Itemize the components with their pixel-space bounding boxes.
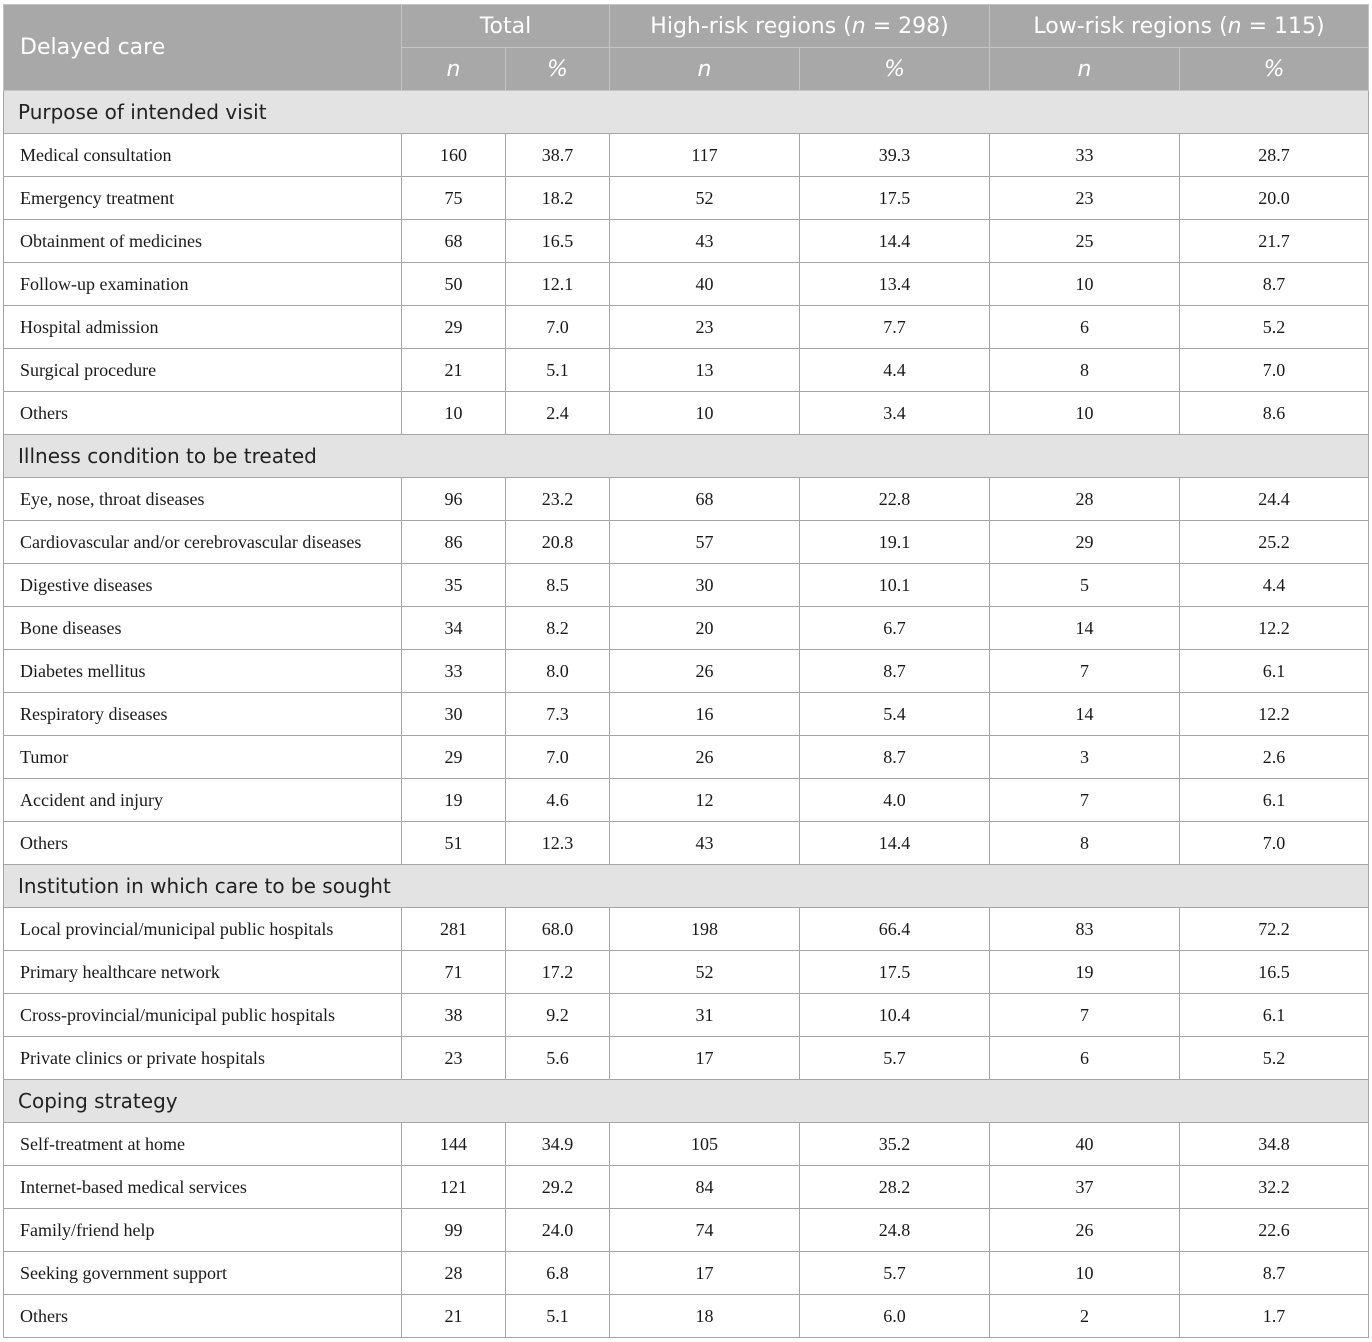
table-cell: 26 — [990, 1209, 1180, 1252]
table-cell: 12.1 — [506, 263, 610, 306]
table-row — [4, 1295, 1369, 1338]
table-row — [4, 521, 1369, 564]
table-cell: 7 — [990, 994, 1180, 1037]
table-row — [4, 1209, 1369, 1252]
table-cell: 1.7 — [1180, 1295, 1369, 1338]
table-cell: 51 — [402, 822, 506, 865]
table-row — [4, 349, 1369, 392]
table-cell: 8.7 — [1180, 1252, 1369, 1295]
section-header — [4, 865, 1369, 908]
table-cell: 23 — [990, 177, 1180, 220]
table-cell: 2.4 — [506, 392, 610, 435]
table-cell: 17.5 — [800, 951, 990, 994]
table-row — [4, 779, 1369, 822]
table-cell: 5.2 — [1180, 1037, 1369, 1080]
row-label: Self-treatment at home — [4, 1123, 402, 1166]
table-cell: 86 — [402, 521, 506, 564]
table-cell: 6.0 — [800, 1295, 990, 1338]
table-cell: 25.2 — [1180, 521, 1369, 564]
row-label: Cardiovascular and/or cerebrovascular diseases — [4, 521, 402, 564]
section-header — [4, 435, 1369, 478]
table-cell: 8.7 — [800, 736, 990, 779]
table-cell: 7 — [990, 779, 1180, 822]
table-row — [4, 1037, 1369, 1080]
table-cell: 84 — [610, 1166, 800, 1209]
table-cell: 16 — [610, 693, 800, 736]
table-cell: 9.2 — [506, 994, 610, 1037]
table-cell: 6.7 — [800, 607, 990, 650]
table-cell: 29 — [990, 521, 1180, 564]
table-cell: 40 — [990, 1123, 1180, 1166]
table-cell: 105 — [610, 1123, 800, 1166]
table-cell: 5.2 — [1180, 306, 1369, 349]
table-cell: 3 — [990, 736, 1180, 779]
table-header — [4, 5, 1369, 91]
table-cell: 4.0 — [800, 779, 990, 822]
row-label: Others — [4, 822, 402, 865]
table-cell: 19.1 — [800, 521, 990, 564]
table-cell: 21 — [402, 349, 506, 392]
table-cell: 7 — [990, 650, 1180, 693]
table-cell: 29 — [402, 306, 506, 349]
table-cell: 68 — [402, 220, 506, 263]
table-cell: 25 — [990, 220, 1180, 263]
table-row — [4, 1166, 1369, 1209]
table-cell: 10 — [610, 392, 800, 435]
row-label: Eye, nose, throat diseases — [4, 478, 402, 521]
row-label: Local provincial/municipal public hospitals — [4, 908, 402, 951]
table-row — [4, 736, 1369, 779]
section-title: Illness condition to be treated — [4, 435, 1369, 478]
table-cell: 19 — [990, 951, 1180, 994]
row-label: Tumor — [4, 736, 402, 779]
table-cell: 66.4 — [800, 908, 990, 951]
table-cell: 22.8 — [800, 478, 990, 521]
table-cell: 38.7 — [506, 134, 610, 177]
table-cell: 198 — [610, 908, 800, 951]
table-cell: 16.5 — [506, 220, 610, 263]
table-cell: 23 — [402, 1037, 506, 1080]
table-row — [4, 263, 1369, 306]
row-label: Private clinics or private hospitals — [4, 1037, 402, 1080]
table-cell: 281 — [402, 908, 506, 951]
table-row — [4, 607, 1369, 650]
row-label: Diabetes mellitus — [4, 650, 402, 693]
table-cell: 24.4 — [1180, 478, 1369, 521]
table-cell: 37 — [990, 1166, 1180, 1209]
table-cell: 6 — [990, 1037, 1180, 1080]
table-cell: 5.1 — [506, 1295, 610, 1338]
table-cell: 31 — [610, 994, 800, 1037]
table-cell: 17 — [610, 1252, 800, 1295]
table-cell: 14.4 — [800, 822, 990, 865]
table-cell: 21.7 — [1180, 220, 1369, 263]
table-cell: 6.1 — [1180, 994, 1369, 1037]
table-cell: 35 — [402, 564, 506, 607]
row-label: Others — [4, 392, 402, 435]
table-cell: 12.3 — [506, 822, 610, 865]
row-label: Follow-up examination — [4, 263, 402, 306]
table-row — [4, 306, 1369, 349]
table-cell: 29 — [402, 736, 506, 779]
table-cell: 28 — [402, 1252, 506, 1295]
table-body — [4, 91, 1369, 1338]
table-cell: 21 — [402, 1295, 506, 1338]
table-cell: 2.6 — [1180, 736, 1369, 779]
table-cell: 6.1 — [1180, 650, 1369, 693]
delayed-care-table — [3, 4, 1369, 1338]
table-cell: 17.2 — [506, 951, 610, 994]
table-cell: 5.1 — [506, 349, 610, 392]
table-cell: 23 — [610, 306, 800, 349]
table-cell: 35.2 — [800, 1123, 990, 1166]
header-high-risk: High-risk regions (n = 298) — [610, 5, 990, 48]
table-cell: 7.0 — [506, 306, 610, 349]
table-cell: 20.8 — [506, 521, 610, 564]
row-label: Emergency treatment — [4, 177, 402, 220]
table-cell: 18 — [610, 1295, 800, 1338]
table-cell: 33 — [402, 650, 506, 693]
table-cell: 121 — [402, 1166, 506, 1209]
table-cell: 5.7 — [800, 1252, 990, 1295]
table-row — [4, 564, 1369, 607]
table-row — [4, 177, 1369, 220]
table-row — [4, 822, 1369, 865]
section-header — [4, 91, 1369, 134]
table-cell: 34 — [402, 607, 506, 650]
table-cell: 117 — [610, 134, 800, 177]
table-cell: 8 — [990, 822, 1180, 865]
table-cell: 17 — [610, 1037, 800, 1080]
table-cell: 8.2 — [506, 607, 610, 650]
subheader-high-pct: % — [800, 48, 990, 91]
table-cell: 16.5 — [1180, 951, 1369, 994]
row-label: Hospital admission — [4, 306, 402, 349]
subheader-low-n: n — [990, 48, 1180, 91]
table-cell: 6 — [990, 306, 1180, 349]
section-title: Purpose of intended visit — [4, 91, 1369, 134]
table-cell: 28.7 — [1180, 134, 1369, 177]
table-cell: 7.0 — [506, 736, 610, 779]
table-cell: 28.2 — [800, 1166, 990, 1209]
table-cell: 30 — [610, 564, 800, 607]
table-cell: 96 — [402, 478, 506, 521]
header-total: Total — [402, 5, 610, 48]
header-delayed-care: Delayed care — [4, 5, 402, 91]
table-cell: 52 — [610, 177, 800, 220]
subheader-low-pct: % — [1180, 48, 1369, 91]
section-header — [4, 1080, 1369, 1123]
table-cell: 8.0 — [506, 650, 610, 693]
table-cell: 71 — [402, 951, 506, 994]
table-cell: 13.4 — [800, 263, 990, 306]
table-cell: 52 — [610, 951, 800, 994]
table-row — [4, 908, 1369, 951]
table-cell: 68 — [610, 478, 800, 521]
table-cell: 19 — [402, 779, 506, 822]
table-cell: 68.0 — [506, 908, 610, 951]
table-cell: 7.7 — [800, 306, 990, 349]
table-row — [4, 478, 1369, 521]
table-cell: 26 — [610, 650, 800, 693]
table-cell: 6.1 — [1180, 779, 1369, 822]
row-label: Others — [4, 1295, 402, 1338]
table-row — [4, 994, 1369, 1037]
header-low-risk: Low-risk regions (n = 115) — [990, 5, 1369, 48]
row-label: Cross-provincial/municipal public hospitals — [4, 994, 402, 1037]
table-cell: 33 — [990, 134, 1180, 177]
subheader-total-n: n — [402, 48, 506, 91]
table-cell: 10 — [990, 263, 1180, 306]
table-cell: 5.4 — [800, 693, 990, 736]
table-cell: 14 — [990, 607, 1180, 650]
table-cell: 4.6 — [506, 779, 610, 822]
table-cell: 14 — [990, 693, 1180, 736]
row-label: Accident and injury — [4, 779, 402, 822]
table-cell: 12 — [610, 779, 800, 822]
table-cell: 72.2 — [1180, 908, 1369, 951]
table-cell: 5.7 — [800, 1037, 990, 1080]
table-cell: 10.4 — [800, 994, 990, 1037]
table-cell: 160 — [402, 134, 506, 177]
table-row — [4, 951, 1369, 994]
table-cell: 6.8 — [506, 1252, 610, 1295]
table-cell: 34.9 — [506, 1123, 610, 1166]
table-cell: 4.4 — [1180, 564, 1369, 607]
row-label: Medical consultation — [4, 134, 402, 177]
table-cell: 12.2 — [1180, 693, 1369, 736]
table-cell: 7.3 — [506, 693, 610, 736]
table-cell: 43 — [610, 822, 800, 865]
table-row — [4, 650, 1369, 693]
table-cell: 34.8 — [1180, 1123, 1369, 1166]
section-title: Coping strategy — [4, 1080, 1369, 1123]
table-cell: 39.3 — [800, 134, 990, 177]
table-cell: 8.5 — [506, 564, 610, 607]
table-cell: 144 — [402, 1123, 506, 1166]
table-cell: 7.0 — [1180, 822, 1369, 865]
table-row — [4, 1123, 1369, 1166]
table-cell: 8.7 — [1180, 263, 1369, 306]
table-row — [4, 220, 1369, 263]
table-cell: 10.1 — [800, 564, 990, 607]
table-cell: 43 — [610, 220, 800, 263]
table-row — [4, 392, 1369, 435]
table-row — [4, 134, 1369, 177]
table-cell: 99 — [402, 1209, 506, 1252]
table-cell: 50 — [402, 263, 506, 306]
row-label: Bone diseases — [4, 607, 402, 650]
table-cell: 10 — [990, 1252, 1180, 1295]
row-label: Family/friend help — [4, 1209, 402, 1252]
table-cell: 10 — [402, 392, 506, 435]
table-cell: 20 — [610, 607, 800, 650]
table-cell: 14.4 — [800, 220, 990, 263]
subheader-high-n: n — [610, 48, 800, 91]
subheader-total-pct: % — [506, 48, 610, 91]
row-label: Primary healthcare network — [4, 951, 402, 994]
table-cell: 23.2 — [506, 478, 610, 521]
table-cell: 8.6 — [1180, 392, 1369, 435]
table-row — [4, 693, 1369, 736]
table-cell: 8.7 — [800, 650, 990, 693]
table-cell: 2 — [990, 1295, 1180, 1338]
row-label: Surgical procedure — [4, 349, 402, 392]
table-cell: 17.5 — [800, 177, 990, 220]
table-cell: 74 — [610, 1209, 800, 1252]
table-cell: 29.2 — [506, 1166, 610, 1209]
table-cell: 10 — [990, 392, 1180, 435]
table-cell: 13 — [610, 349, 800, 392]
table-cell: 7.0 — [1180, 349, 1369, 392]
row-label: Obtainment of medicines — [4, 220, 402, 263]
table-cell: 18.2 — [506, 177, 610, 220]
section-title: Institution in which care to be sought — [4, 865, 1369, 908]
table-cell: 24.0 — [506, 1209, 610, 1252]
table-cell: 8 — [990, 349, 1180, 392]
table-cell: 38 — [402, 994, 506, 1037]
table-cell: 28 — [990, 478, 1180, 521]
table-cell: 3.4 — [800, 392, 990, 435]
table-cell: 5 — [990, 564, 1180, 607]
table-cell: 30 — [402, 693, 506, 736]
row-label: Digestive diseases — [4, 564, 402, 607]
table-cell: 5.6 — [506, 1037, 610, 1080]
table-cell: 4.4 — [800, 349, 990, 392]
table-cell: 40 — [610, 263, 800, 306]
table-cell: 75 — [402, 177, 506, 220]
table-cell: 12.2 — [1180, 607, 1369, 650]
table-cell: 20.0 — [1180, 177, 1369, 220]
table-cell: 83 — [990, 908, 1180, 951]
table-cell: 24.8 — [800, 1209, 990, 1252]
table-cell: 26 — [610, 736, 800, 779]
row-label: Respiratory diseases — [4, 693, 402, 736]
table-cell: 22.6 — [1180, 1209, 1369, 1252]
table-cell: 57 — [610, 521, 800, 564]
table-cell: 32.2 — [1180, 1166, 1369, 1209]
table-row — [4, 1252, 1369, 1295]
row-label: Internet-based medical services — [4, 1166, 402, 1209]
row-label: Seeking government support — [4, 1252, 402, 1295]
